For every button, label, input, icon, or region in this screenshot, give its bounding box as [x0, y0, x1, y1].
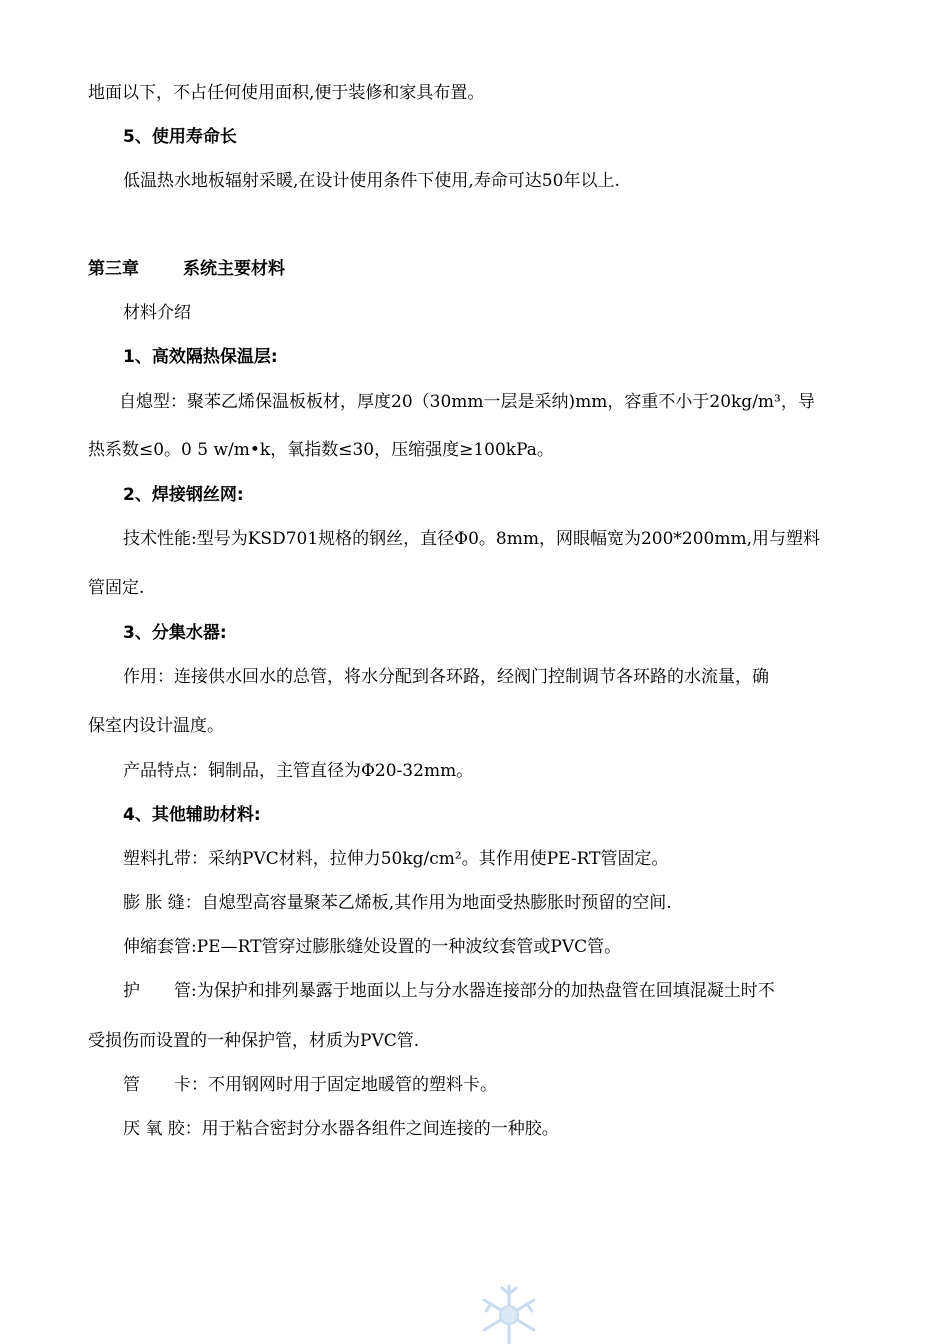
- paragraph-line: 塑料扎带：采纳PVC材料，拉伸力50kg/cm²。其作用使PE-RT管固定。: [123, 849, 669, 869]
- subheading-materials-intro: 材料介绍: [123, 303, 191, 323]
- paragraph-line: 低温热水地板辐射采暖,在设计使用条件下使用,寿命可达50年以上.: [123, 171, 620, 191]
- paragraph-line: 护 管:为保护和排列暴露于地面以上与分水器连接部分的加热盘管在回填混凝土时不: [123, 981, 775, 1001]
- paragraph-line: 管 卡：不用钢网时用于固定地暖管的塑料卡。: [123, 1075, 497, 1095]
- section-heading-wire-mesh: 2、焊接钢丝网:: [123, 485, 244, 505]
- section-heading-insulation: 1、高效隔热保温层:: [123, 347, 278, 367]
- paragraph-line: 管固定.: [88, 578, 145, 598]
- paragraph-line: 受损伤而设置的一种保护管，材质为PVC管.: [88, 1031, 420, 1051]
- paragraph-line: 厌 氧 胶：用于粘合密封分水器各组件之间连接的一种胶。: [123, 1119, 559, 1139]
- snowflake-watermark-icon: [472, 1282, 546, 1344]
- paragraph-line: 自熄型：聚苯乙烯保温板板材，厚度20（30mm一层是采纳)mm，容重不小于20kg/m³，导: [119, 392, 815, 412]
- section-heading-auxiliary: 4、其他辅助材料:: [123, 805, 261, 825]
- paragraph-line: 地面以下，不占任何使用面积,便于装修和家具布置。: [88, 83, 485, 103]
- section-heading-lifespan: 5、使用寿命长: [123, 127, 237, 147]
- chapter-number: 第三章: [88, 259, 139, 279]
- paragraph-line: 伸缩套管:PE—RT管穿过膨胀缝处设置的一种波纹套管或PVC管。: [123, 937, 622, 957]
- paragraph-line: 保室内设计温度。: [88, 716, 224, 736]
- paragraph-line: 作用：连接供水回水的总管，将水分配到各环路，经阀门控制调节各环路的水流量，确: [123, 667, 769, 687]
- paragraph-line: 技术性能:型号为KSD701规格的钢丝，直径Φ0。8mm，网眼幅宽为200*200mm,用与塑料: [123, 529, 820, 549]
- paragraph-line: 产品特点：铜制品，主管直径为Φ20-32mm。: [123, 761, 474, 781]
- paragraph-line: 热系数≤0。0 5 w/m•k，氧指数≤30，压缩强度≥100kPa。: [88, 440, 554, 460]
- chapter-title: 系统主要材料: [183, 259, 285, 279]
- section-heading-manifold: 3、分集水器:: [123, 623, 227, 643]
- paragraph-line: 膨 胀 缝：自熄型高容量聚苯乙烯板,其作用为地面受热膨胀时预留的空间.: [123, 893, 672, 913]
